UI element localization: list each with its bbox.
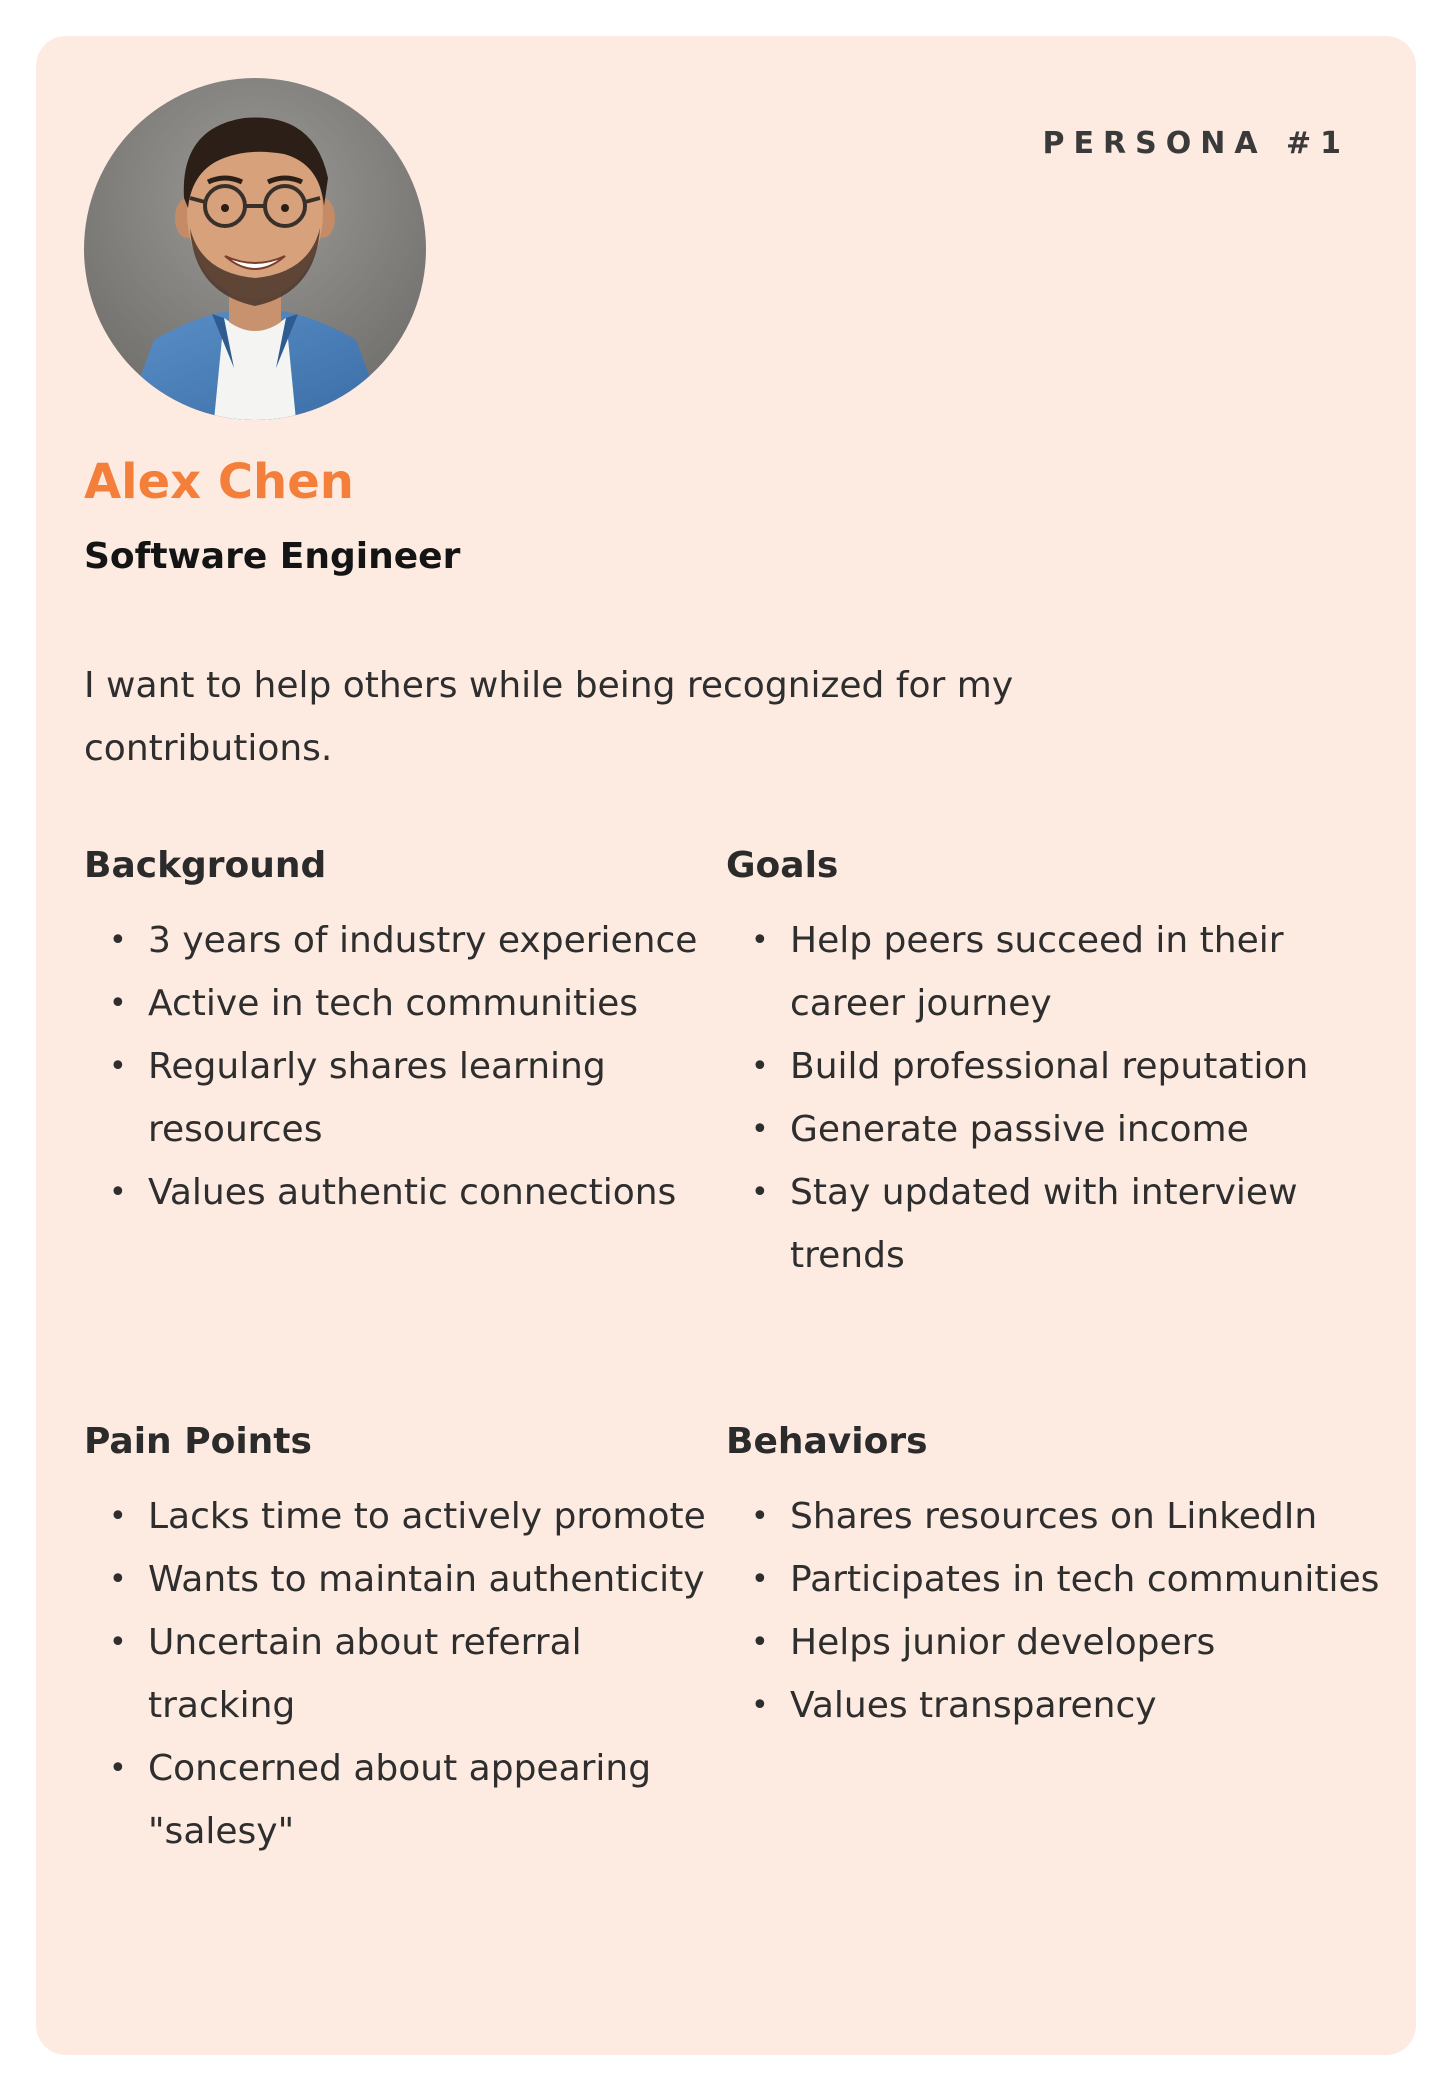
- bullet-dot-icon: •: [751, 1688, 769, 1724]
- list-item: • Values transparency: [726, 1674, 1406, 1737]
- bullet-dot-icon: •: [109, 1049, 127, 1085]
- list-item: • Lacks time to actively promote: [84, 1485, 734, 1548]
- bullet-dot-icon: •: [751, 1049, 769, 1085]
- list-item: • Helps junior developers: [726, 1611, 1406, 1674]
- persona-role: Software Engineer: [84, 536, 461, 577]
- bullet-dot-icon: •: [109, 1751, 127, 1787]
- list-item: • Generate passive income: [726, 1098, 1406, 1161]
- goals-title: Goals: [726, 845, 839, 886]
- list-item: • Shares resources on LinkedIn: [726, 1485, 1406, 1548]
- persona-card: [36, 36, 1416, 2055]
- list-item: • Concerned about appearing "salesy": [84, 1737, 734, 1863]
- goals-section: [726, 844, 1406, 1287]
- avatar: [84, 78, 426, 420]
- list-item: • Stay updated with interview trends: [726, 1161, 1406, 1287]
- background-list: [84, 909, 704, 1224]
- bullet-dot-icon: •: [751, 1562, 769, 1598]
- list-item: • Participates in tech communities: [726, 1548, 1406, 1611]
- persona-quote: I want to help others while being recognized for my contributions.: [84, 665, 1014, 769]
- bullet-dot-icon: •: [751, 1625, 769, 1661]
- bullet-dot-icon: •: [751, 923, 769, 959]
- list-item: • Active in tech communities: [84, 972, 704, 1035]
- bullet-dot-icon: •: [751, 1112, 769, 1148]
- background-title: Background: [84, 845, 327, 886]
- list-item: • 3 years of industry experience: [84, 909, 704, 972]
- persona-name: Alex Chen: [84, 454, 354, 510]
- behaviors-list: [726, 1485, 1406, 1737]
- pain-points-section: [84, 1420, 734, 1863]
- pain-points-title: Pain Points: [84, 1421, 312, 1462]
- list-item: • Build professional reputation: [726, 1035, 1406, 1098]
- list-item: • Regularly shares learning resources: [84, 1035, 704, 1161]
- list-item: • Wants to maintain authenticity: [84, 1548, 734, 1611]
- behaviors-section: [726, 1420, 1406, 1737]
- pain-points-list: [84, 1485, 734, 1863]
- goals-list: [726, 909, 1406, 1287]
- bullet-dot-icon: •: [109, 1175, 127, 1211]
- bullet-dot-icon: •: [109, 1625, 127, 1661]
- behaviors-title: Behaviors: [726, 1421, 928, 1462]
- bullet-dot-icon: •: [109, 1499, 127, 1535]
- bullet-dot-icon: •: [109, 1562, 127, 1598]
- bullet-dot-icon: •: [751, 1499, 769, 1535]
- list-item: • Values authentic connections: [84, 1161, 704, 1224]
- background-section: [84, 844, 704, 1224]
- bullet-dot-icon: •: [109, 923, 127, 959]
- bullet-dot-icon: •: [751, 1175, 769, 1211]
- list-item: • Help peers succeed in their career journey: [726, 909, 1406, 1035]
- list-item: • Uncertain about referral tracking: [84, 1611, 734, 1737]
- persona-tag: PERSONA #1: [1042, 126, 1350, 161]
- bullet-dot-icon: •: [109, 986, 127, 1022]
